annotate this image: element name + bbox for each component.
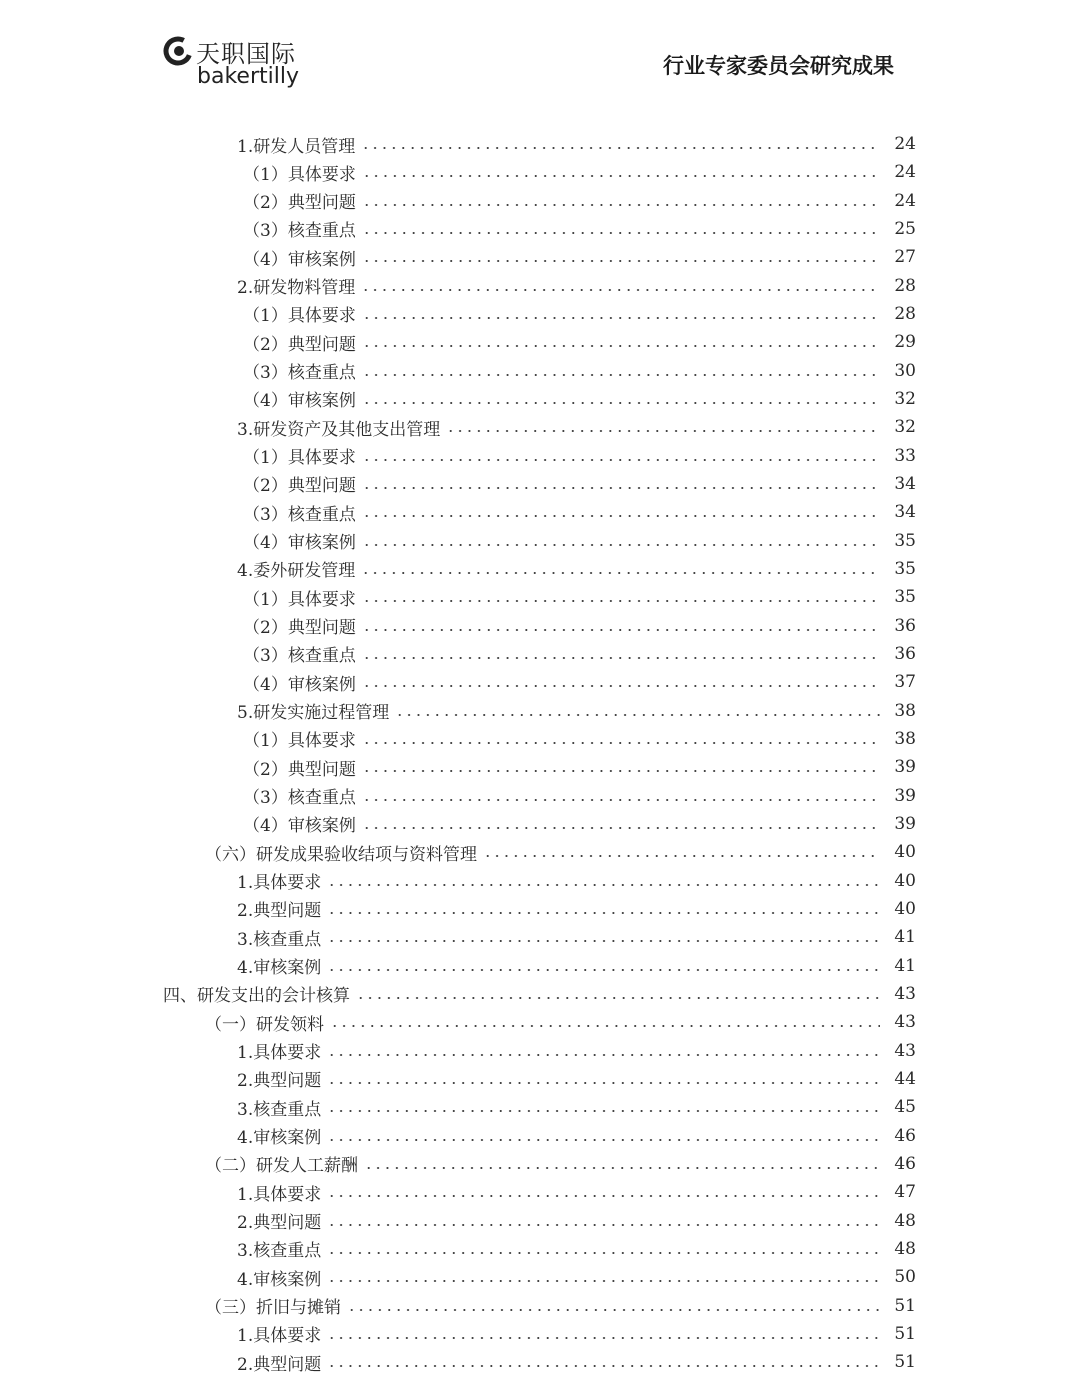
toc-entry-page-number: 46 [894, 1125, 916, 1146]
toc-entry-page-number: 48 [894, 1238, 916, 1259]
toc-entry[interactable] [0, 527, 1080, 555]
toc-entry-label: （六）研发成果验收结项与资料管理 [205, 844, 477, 865]
toc-entry-page-number: 27 [894, 247, 916, 268]
toc-dot-leader [362, 799, 880, 801]
toc-entry[interactable] [0, 810, 1080, 838]
toc-dot-leader [327, 1224, 880, 1226]
toc-entry-page-number: 50 [894, 1267, 916, 1288]
toc-entry-page-number: 41 [894, 927, 916, 948]
toc-dot-leader [362, 260, 880, 262]
toc-entry-label: 四、研发支出的会计核算 [163, 986, 350, 1007]
toc-entry-page-number: 41 [894, 955, 916, 976]
toc-entry-page-number: 35 [894, 558, 916, 579]
toc-dot-leader [362, 487, 880, 489]
toc-dot-leader [362, 685, 880, 687]
toc-entry[interactable] [0, 895, 1080, 923]
toc-entry-label: （1）具体要求 [243, 306, 356, 327]
toc-entry-label: 3.研发资产及其他支出管理 [237, 419, 441, 440]
toc-entry-page-number: 44 [894, 1068, 916, 1089]
toc-entry-label: （2）典型问题 [243, 618, 356, 639]
toc-entry[interactable] [0, 442, 1080, 470]
toc-entry-label: （2）典型问题 [243, 759, 356, 780]
toc-entry-label: （2）典型问题 [243, 193, 356, 214]
toc-entry[interactable] [0, 1263, 1080, 1291]
toc-entry-label: 4.审核案例 [237, 1269, 322, 1290]
toc-entry-page-number: 28 [894, 303, 916, 324]
toc-entry-page-number: 34 [894, 502, 916, 523]
toc-entry-label: （一）研发领料 [205, 1014, 324, 1035]
toc-entry-label: （4）审核案例 [243, 674, 356, 695]
toc-entry-page-number: 51 [894, 1323, 916, 1344]
toc-dot-leader [356, 997, 880, 999]
toc-dot-leader [395, 714, 880, 716]
toc-entry-label: 2.典型问题 [237, 1071, 322, 1092]
toc-entry-page-number: 36 [894, 643, 916, 664]
toc-entry-page-number: 43 [894, 1040, 916, 1061]
toc-entry-page-number: 24 [894, 134, 916, 154]
toc-dot-leader [362, 232, 880, 234]
toc-dot-leader [362, 345, 880, 347]
toc-entry-label: （1）具体要求 [243, 589, 356, 610]
toc-dot-leader [347, 1309, 880, 1311]
toc-entry[interactable] [0, 583, 1080, 611]
toc-dot-leader [362, 657, 880, 659]
toc-entry[interactable] [0, 243, 1080, 271]
toc-entry-page-number: 40 [894, 842, 916, 863]
toc-dot-leader [327, 1252, 880, 1254]
toc-entry-page-number: 43 [894, 983, 916, 1004]
logo-chinese-name: 天职国际 [196, 40, 296, 68]
toc-entry-label: 4.委外研发管理 [237, 561, 356, 582]
toc-dot-leader [361, 289, 880, 291]
toc-entry-page-number: 40 [894, 870, 916, 891]
toc-entry-page-number: 43 [894, 1012, 916, 1033]
toc-entry-page-number: 39 [894, 757, 916, 778]
bakertilly-logo-icon [163, 36, 193, 66]
logo-english-name: bakertilly [197, 64, 299, 89]
toc-entry[interactable] [0, 1348, 1080, 1376]
toc-dot-leader [362, 742, 880, 744]
toc-dot-leader [362, 317, 880, 319]
toc-entry[interactable] [0, 413, 1080, 441]
toc-entry-label: （二）研发人工薪酬 [205, 1156, 358, 1177]
toc-entry-page-number: 47 [894, 1182, 916, 1203]
toc-entry[interactable] [0, 328, 1080, 356]
toc-entry-page-number: 37 [894, 672, 916, 693]
toc-entry-label: （3）核查重点 [243, 788, 356, 809]
toc-entry-label: （3）核查重点 [243, 646, 356, 667]
toc-entry[interactable] [0, 668, 1080, 696]
toc-entry-page-number: 35 [894, 587, 916, 608]
toc-dot-leader [362, 204, 880, 206]
toc-entry[interactable] [0, 385, 1080, 413]
toc-entry[interactable] [0, 923, 1080, 951]
toc-dot-leader [362, 459, 880, 461]
toc-entry-page-number: 38 [894, 700, 916, 721]
toc-entry[interactable] [0, 612, 1080, 640]
toc-entry[interactable] [0, 867, 1080, 895]
toc-entry-page-number: 39 [894, 813, 916, 834]
toc-entry[interactable] [0, 1292, 1080, 1320]
toc-entry-label: 3.核查重点 [237, 929, 322, 950]
toc-entry-label: 1.具体要求 [237, 873, 322, 894]
toc-entry-label: （4）审核案例 [243, 816, 356, 837]
toc-dot-leader [362, 827, 880, 829]
toc-dot-leader [327, 1337, 880, 1339]
toc-entry[interactable] [0, 640, 1080, 668]
toc-entry[interactable] [0, 725, 1080, 753]
toc-dot-leader [362, 515, 880, 517]
toc-entry[interactable] [0, 158, 1080, 186]
toc-entry-label: 1.研发人员管理 [237, 136, 356, 157]
toc-dot-leader [327, 1082, 880, 1084]
toc-entry[interactable] [0, 782, 1080, 810]
toc-dot-leader [362, 175, 880, 177]
toc-dot-leader [446, 430, 880, 432]
toc-entry-label: （4）审核案例 [243, 391, 356, 412]
toc-entry-page-number: 51 [894, 1352, 916, 1373]
toc-entry-page-number: 33 [894, 445, 916, 466]
toc-entry-page-number: 51 [894, 1295, 916, 1316]
toc-entry-page-number: 24 [894, 162, 916, 183]
toc-entry-page-number: 25 [894, 218, 916, 239]
toc-entry-label: （2）典型问题 [243, 334, 356, 355]
toc-dot-leader [483, 855, 880, 857]
toc-entry[interactable] [0, 980, 1080, 1008]
toc-entry[interactable] [0, 300, 1080, 328]
toc-dot-leader [362, 770, 880, 772]
toc-entry-page-number: 30 [894, 360, 916, 381]
toc-entry-page-number: 39 [894, 785, 916, 806]
document-title: 行业专家委员会研究成果 [663, 54, 894, 78]
toc-entry[interactable] [0, 130, 1080, 158]
toc-entry[interactable] [0, 1207, 1080, 1235]
toc-entry-page-number: 35 [894, 530, 916, 551]
toc-entry[interactable] [0, 470, 1080, 498]
toc-entry-label: 2.典型问题 [237, 1213, 322, 1234]
toc-dot-leader [327, 1139, 880, 1141]
toc-entry[interactable] [0, 1093, 1080, 1121]
toc-entry[interactable] [0, 697, 1080, 725]
toc-dot-leader [362, 402, 880, 404]
page-header [0, 0, 1080, 110]
toc-entry-label: 1.具体要求 [237, 1043, 322, 1064]
toc-entry[interactable] [0, 1320, 1080, 1348]
toc-dot-leader [327, 1054, 880, 1056]
toc-entry-page-number: 32 [894, 388, 916, 409]
toc-dot-leader [327, 1365, 880, 1367]
toc-entry-page-number: 24 [894, 190, 916, 211]
toc-entry[interactable] [0, 1178, 1080, 1206]
toc-dot-leader [362, 544, 880, 546]
toc-entry[interactable] [0, 1122, 1080, 1150]
toc-entry[interactable] [0, 1037, 1080, 1065]
toc-entry[interactable] [0, 838, 1080, 866]
toc-entry[interactable] [0, 187, 1080, 215]
toc-entry[interactable] [0, 753, 1080, 781]
toc-entry-page-number: 46 [894, 1153, 916, 1174]
toc-entry-page-number: 48 [894, 1210, 916, 1231]
toc-dot-leader [362, 600, 880, 602]
toc-entry-label: 2.典型问题 [237, 901, 322, 922]
toc-dot-leader [327, 884, 880, 886]
toc-entry-label: 2.研发物料管理 [237, 278, 356, 299]
toc-entry-page-number: 38 [894, 728, 916, 749]
toc-entry-label: （1）具体要求 [243, 731, 356, 752]
toc-entry-page-number: 36 [894, 615, 916, 636]
toc-entry-label: 1.具体要求 [237, 1326, 322, 1347]
toc-entry-label: 1.具体要求 [237, 1184, 322, 1205]
toc-dot-leader [327, 969, 880, 971]
toc-entry-page-number: 34 [894, 473, 916, 494]
toc-entry[interactable] [0, 1150, 1080, 1178]
toc-entry-page-number: 40 [894, 898, 916, 919]
toc-dot-leader [327, 912, 880, 914]
toc-entry-label: 5.研发实施过程管理 [237, 703, 390, 724]
toc-dot-leader [362, 374, 880, 376]
toc-entry[interactable] [0, 1235, 1080, 1263]
toc-entry[interactable] [0, 215, 1080, 243]
toc-entry-label: （4）审核案例 [243, 533, 356, 554]
toc-dot-leader [362, 629, 880, 631]
toc-entry[interactable] [0, 272, 1080, 300]
toc-entry[interactable] [0, 357, 1080, 385]
toc-dot-leader [327, 1110, 880, 1112]
toc-entry-label: 3.核查重点 [237, 1099, 322, 1120]
toc-entry-label: （1）具体要求 [243, 164, 356, 185]
toc-entry-label: 4.审核案例 [237, 1128, 322, 1149]
toc-entry-label: （3）核查重点 [243, 221, 356, 242]
toc-entry[interactable] [0, 1065, 1080, 1093]
toc-entry-page-number: 32 [894, 417, 916, 438]
toc-entry-page-number: 45 [894, 1097, 916, 1118]
toc-entry-page-number: 29 [894, 332, 916, 353]
toc-dot-leader [330, 1025, 880, 1027]
toc-entry-label: （3）核查重点 [243, 504, 356, 525]
company-logo [163, 34, 323, 94]
toc-dot-leader [361, 572, 880, 574]
toc-entry-label: （三）折旧与摊销 [205, 1298, 341, 1319]
toc-entry-label: （1）具体要求 [243, 448, 356, 469]
toc-dot-leader [327, 1280, 880, 1282]
toc-entry-label: （4）审核案例 [243, 249, 356, 270]
toc-entry[interactable] [0, 952, 1080, 980]
toc-entry-label: 4.审核案例 [237, 958, 322, 979]
toc-dot-leader [327, 940, 880, 942]
toc-entry-label: 2.典型问题 [237, 1354, 322, 1375]
toc-entry[interactable] [0, 555, 1080, 583]
toc-entry-label: （2）典型问题 [243, 476, 356, 497]
toc-dot-leader [327, 1195, 880, 1197]
toc-entry[interactable] [0, 498, 1080, 526]
toc-entry-label: （3）核查重点 [243, 363, 356, 384]
toc-dot-leader [361, 147, 880, 149]
toc-entry[interactable] [0, 1008, 1080, 1036]
toc-entry-page-number: 28 [894, 275, 916, 296]
toc-entry-label: 3.核查重点 [237, 1241, 322, 1262]
toc-dot-leader [364, 1167, 880, 1169]
